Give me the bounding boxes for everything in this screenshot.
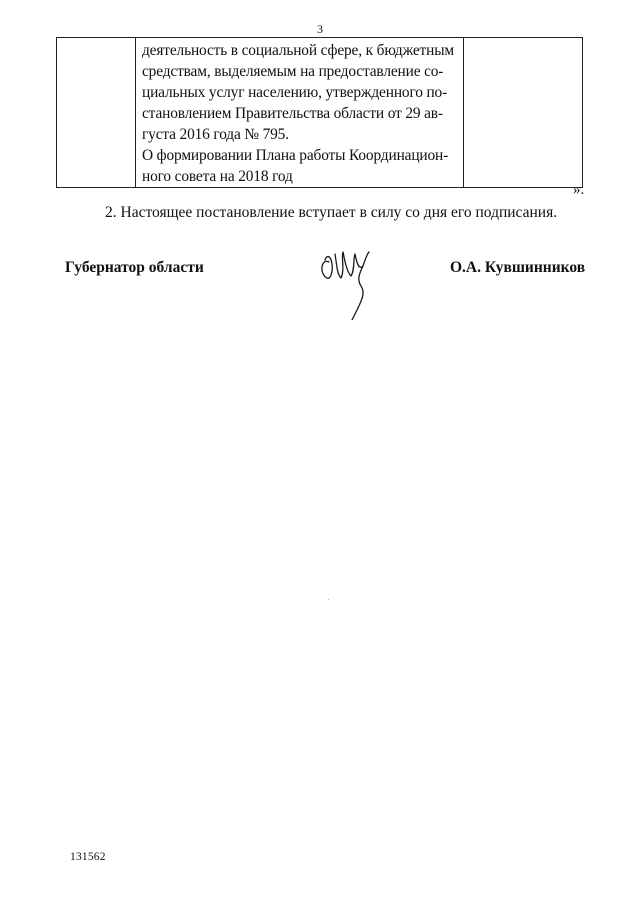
cell-text <box>136 38 463 187</box>
cell-line: становлением Правительства области от 29 ав- <box>142 105 443 122</box>
table-cell-number <box>57 38 136 188</box>
handwritten-signature <box>315 240 375 320</box>
cell-line: средствам, выделяемым на предоставление со- <box>142 63 444 80</box>
table-cell-notes <box>464 38 583 188</box>
document-table <box>56 37 583 188</box>
paragraph-2: 2. Настоящее постановление вступает в силу со дня его подписания. <box>105 204 558 221</box>
cell-line: О формировании Плана работы Координацион- <box>142 147 449 164</box>
scan-speck <box>328 599 329 600</box>
document-code: 131562 <box>70 851 106 863</box>
signer-name: О.А. Кувшинников <box>450 259 586 276</box>
page-number: 3 <box>317 22 323 36</box>
cell-line: ного совета на 2018 год <box>142 168 293 185</box>
signer-position: Губернатор области <box>65 259 204 276</box>
cell-line: густа 2016 года № 795. <box>142 126 289 143</box>
table-cell-content <box>136 38 464 188</box>
cell-line: деятельность в социальной сфере, к бюджетным <box>142 42 454 59</box>
table-row <box>57 38 583 188</box>
closing-quote: ». <box>573 182 585 198</box>
cell-line: циальных услуг населению, утвержденного по- <box>142 84 448 101</box>
